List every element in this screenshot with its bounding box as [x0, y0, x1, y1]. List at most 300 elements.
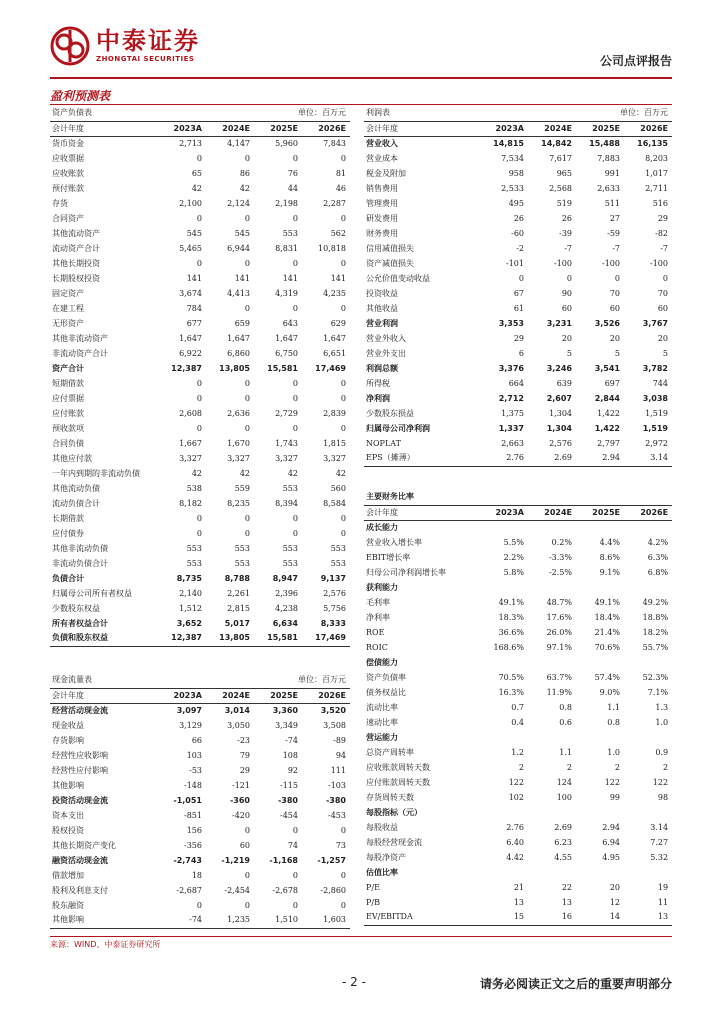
row-value: 965: [556, 168, 572, 178]
row-value: 0: [196, 393, 202, 403]
table-row: [50, 541, 350, 556]
table-row: [50, 913, 350, 928]
row-value: 27: [609, 213, 620, 223]
row-value: 538: [186, 483, 202, 493]
row-label: 归母公司净利润增长率: [366, 567, 446, 577]
row-value: 2,729: [275, 408, 298, 418]
row-label: 其他影响: [52, 780, 84, 790]
row-value: 2.94: [602, 822, 620, 832]
row-value: 2,711: [645, 183, 668, 193]
row-value: 13: [624, 910, 672, 925]
row-value: 3,246: [546, 363, 572, 373]
row-value: 553: [234, 543, 250, 553]
table-row: [364, 151, 672, 166]
row-value: -2,454: [224, 885, 250, 895]
row-value: 5.32: [650, 852, 669, 862]
column-header-year: 2024E: [528, 121, 576, 136]
column-header-year: 2026E: [302, 688, 350, 703]
column-header-year: 2024E: [528, 505, 576, 520]
row-value: 36.6%: [498, 627, 524, 637]
table-unit: 单位：百万元: [298, 108, 346, 118]
table-row: [50, 196, 350, 211]
row-label: 归属母公司净利润: [366, 423, 430, 433]
row-value: 17,469: [302, 631, 350, 646]
table-row: [50, 181, 350, 196]
row-value: 60: [561, 303, 572, 313]
row-value: 16.3%: [498, 687, 524, 697]
table-row: [50, 526, 350, 541]
row-value: 17,469: [315, 363, 346, 373]
row-value: 49.2%: [642, 597, 669, 607]
row-label: 货币资金: [52, 138, 84, 148]
row-value: 0: [196, 900, 202, 910]
row-value: 70.5%: [498, 672, 524, 682]
row-value: 3,526: [594, 318, 620, 328]
row-value: 8,584: [323, 498, 346, 508]
column-header-year: 2023A: [480, 505, 528, 520]
row-value: 0: [196, 258, 202, 268]
row-value: 1,510: [254, 913, 302, 928]
row-value: 6.3%: [647, 552, 669, 562]
column-header-year: 2023A: [158, 121, 206, 136]
row-label: 其他长期投资: [52, 258, 100, 268]
table-unit: 单位：百万元: [620, 108, 668, 118]
table-row: [364, 451, 672, 466]
row-value: 12,387: [158, 631, 206, 646]
row-value: 141: [282, 273, 298, 283]
column-header-year: 2026E: [624, 505, 672, 520]
row-value: 124: [556, 777, 572, 787]
table-row: [364, 700, 672, 715]
table-row: [50, 271, 350, 286]
table-row: [364, 565, 672, 580]
table-row: [50, 166, 350, 181]
row-label: 少数股东权益: [52, 603, 100, 613]
row-label: 其他非流动资产: [52, 333, 108, 343]
row-value: 545: [186, 228, 202, 238]
row-label: 债务权益比: [366, 687, 406, 697]
row-value: 60: [609, 303, 620, 313]
row-value: 13: [561, 897, 572, 907]
row-value: 562: [330, 228, 346, 238]
row-label: 存货: [52, 198, 68, 208]
row-value: -74: [285, 735, 298, 745]
row-value: -2.5%: [548, 567, 572, 577]
row-value: 1.0: [607, 747, 620, 757]
row-label: 财务费用: [366, 228, 398, 238]
row-value: 639: [556, 378, 572, 388]
column-header-year: 2024E: [206, 688, 254, 703]
table-row: [50, 748, 350, 763]
page-number: - 2 -: [342, 975, 366, 989]
row-value: 1,422: [597, 408, 620, 418]
row-label: 每股指标（元）: [366, 807, 422, 817]
row-value: 16: [528, 910, 576, 925]
row-value: 2.76: [506, 822, 524, 832]
row-label: 股东融资: [52, 900, 84, 910]
row-value: 22: [561, 882, 572, 892]
row-value: 2,124: [227, 198, 250, 208]
row-value: 4,413: [227, 288, 250, 298]
row-value: 63.7%: [546, 672, 572, 682]
row-value: 5: [614, 348, 620, 358]
row-value: 0: [196, 513, 202, 523]
row-label: 投资活动现金流: [52, 795, 108, 805]
row-value: -2,687: [176, 885, 202, 895]
row-label: 营业利润: [366, 318, 398, 328]
table-row: [50, 718, 350, 733]
row-label: 应付债券: [52, 528, 84, 538]
row-value: 2,568: [549, 183, 572, 193]
row-value: [576, 865, 624, 880]
table-row: [364, 406, 672, 421]
row-label: 信用减值损失: [366, 243, 414, 253]
row-value: 18.3%: [498, 612, 524, 622]
row-value: 3,327: [323, 453, 346, 463]
row-value: -100: [602, 258, 620, 268]
row-value: -2: [516, 243, 524, 253]
row-value: 677: [186, 318, 202, 328]
row-label: 销售费用: [366, 183, 398, 193]
row-value: 67: [513, 288, 524, 298]
row-value: -121: [232, 780, 250, 790]
row-label: 应付账款周转天数: [366, 777, 430, 787]
table-row: [364, 535, 672, 550]
row-value: 0: [244, 900, 250, 910]
row-value: -60: [511, 228, 524, 238]
row-value: 1,017: [645, 168, 668, 178]
row-value: 26: [561, 213, 572, 223]
column-header-year: 2024E: [206, 121, 254, 136]
row-value: 0: [244, 258, 250, 268]
table-row: [364, 256, 672, 271]
table-row: [364, 610, 672, 625]
row-value: 516: [652, 198, 668, 208]
table-row: [364, 670, 672, 685]
row-value: 8,394: [275, 498, 298, 508]
row-value: 61: [513, 303, 524, 313]
row-label: 存货影响: [52, 735, 84, 745]
row-value: 4,238: [275, 603, 298, 613]
row-label: 净利率: [366, 612, 390, 622]
row-value: 1.1: [607, 702, 620, 712]
row-value: 2: [566, 762, 572, 772]
row-label: P/E: [366, 882, 380, 892]
table-row: [364, 820, 672, 835]
row-value: 3,097: [176, 705, 202, 715]
row-value: 958: [508, 168, 524, 178]
column-header-year: 2026E: [624, 121, 672, 136]
row-value: 0: [340, 303, 346, 313]
column-header-year: 2026E: [302, 121, 350, 136]
row-value: 8,203: [645, 153, 668, 163]
row-value: 3,652: [176, 618, 202, 628]
row-value: 0: [244, 870, 250, 880]
table-row: [364, 520, 672, 535]
row-value: 6,634: [272, 618, 298, 628]
row-value: 0: [196, 528, 202, 538]
row-label: 短期借款: [52, 378, 84, 388]
row-label: 营业外收入: [366, 333, 406, 343]
row-label: 流动资产合计: [52, 243, 100, 253]
row-label: 营业外支出: [366, 348, 406, 358]
row-label: 管理费用: [366, 198, 398, 208]
table-row: [50, 301, 350, 316]
row-value: 1,647: [323, 333, 346, 343]
row-value: [576, 520, 624, 535]
table-row: [50, 763, 350, 778]
table-row: [364, 895, 672, 910]
row-value: 13,805: [206, 631, 254, 646]
row-value: 70.6%: [594, 642, 620, 652]
row-value: 7.27: [650, 837, 669, 847]
table-title-row: [50, 673, 350, 688]
row-value: 19: [657, 882, 669, 892]
cash-flow-table: [50, 673, 350, 929]
row-label: 经营性应付影响: [52, 765, 108, 775]
row-value: 3.14: [650, 822, 669, 832]
row-value: 9,137: [320, 573, 346, 583]
row-value: 3,360: [272, 705, 298, 715]
table-row: [364, 391, 672, 406]
table-header-row: [50, 688, 350, 703]
row-value: 29: [239, 765, 250, 775]
row-value: 9.1%: [599, 567, 620, 577]
row-value: 42: [287, 468, 298, 478]
row-value: -380: [277, 795, 298, 805]
row-label: 流动负债合计: [52, 498, 100, 508]
row-value: 57.4%: [594, 672, 620, 682]
row-label: 资产减值损失: [366, 258, 414, 268]
row-label: 估值比率: [366, 867, 398, 877]
row-value: 697: [604, 378, 620, 388]
row-label: 投资收益: [366, 288, 398, 298]
row-value: 0: [244, 393, 250, 403]
row-value: 5: [566, 348, 572, 358]
row-label: 股利及利息支付: [52, 885, 108, 895]
row-value: 1.3: [655, 702, 669, 712]
row-label: 营业收入: [366, 138, 398, 148]
row-value: 0: [244, 303, 250, 313]
row-label: 合同资产: [52, 213, 84, 223]
row-value: -1,051: [173, 795, 202, 805]
row-label: 其他流动负债: [52, 483, 100, 493]
row-label: 每股收益: [366, 822, 398, 832]
row-value: 0: [292, 393, 298, 403]
column-header-year: 2025E: [576, 121, 624, 136]
company-logo: [50, 26, 200, 66]
row-value: 11: [657, 897, 669, 907]
table-row: [50, 316, 350, 331]
row-value: 0: [340, 825, 346, 835]
table-title: 主要财务比率: [366, 492, 414, 502]
row-value: 0: [292, 528, 298, 538]
row-value: 4.95: [602, 852, 620, 862]
header-divider: [50, 77, 672, 79]
row-value: 111: [330, 765, 346, 775]
row-value: 0: [244, 378, 250, 388]
row-value: 7,617: [549, 153, 572, 163]
table-row: [50, 151, 350, 166]
row-value: 10,818: [318, 243, 346, 253]
row-value: 2,797: [597, 438, 620, 448]
row-value: 0: [244, 423, 250, 433]
row-value: 122: [604, 777, 620, 787]
row-value: 744: [652, 378, 668, 388]
row-value: -7: [660, 243, 668, 253]
row-value: 1,422: [594, 423, 620, 433]
row-value: 0: [292, 213, 298, 223]
row-value: [624, 655, 672, 670]
row-value: -356: [184, 840, 202, 850]
row-value: [528, 865, 576, 880]
row-value: 0: [196, 378, 202, 388]
row-value: 0: [244, 825, 250, 835]
row-value: 0: [662, 273, 668, 283]
row-label: 其他收益: [366, 303, 398, 313]
row-label: 营业成本: [366, 153, 398, 163]
row-value: 26.0%: [546, 627, 572, 637]
row-value: 122: [652, 777, 669, 787]
row-value: 18.8%: [642, 612, 669, 622]
row-label: EPS（摊薄）: [364, 451, 480, 466]
table-row: [50, 391, 350, 406]
row-value: 2.69: [554, 822, 572, 832]
row-value: -74: [158, 913, 206, 928]
row-value: -1,219: [221, 855, 250, 865]
row-value: 52.3%: [642, 672, 669, 682]
row-value: 560: [330, 483, 346, 493]
row-value: 8,947: [272, 573, 298, 583]
row-value: 141: [186, 273, 202, 283]
income-statement-table: [364, 106, 672, 467]
table-row: [364, 136, 672, 151]
row-value: 6.23: [554, 837, 572, 847]
row-label: 负债和股东权益: [50, 631, 158, 646]
row-value: 66: [191, 735, 202, 745]
row-value: 4.55: [554, 852, 572, 862]
row-value: 46: [335, 183, 346, 193]
row-value: 0: [292, 423, 298, 433]
row-value: 94: [335, 750, 346, 760]
row-value: -851: [184, 810, 202, 820]
row-value: -1,168: [269, 855, 298, 865]
row-value: 70: [657, 288, 668, 298]
report-type: 公司点评报告: [599, 54, 672, 68]
row-value: 18.4%: [594, 612, 620, 622]
row-label: 应收账款周转天数: [366, 762, 430, 772]
row-value: 6,750: [275, 348, 298, 358]
row-value: 3,038: [642, 393, 668, 403]
column-header-label: 会计年度: [364, 121, 480, 136]
row-value: 122: [508, 777, 524, 787]
row-value: 2.2%: [503, 552, 524, 562]
row-value: 2,607: [546, 393, 572, 403]
row-label: 预收款项: [52, 423, 84, 433]
row-value: [480, 655, 528, 670]
row-value: 42: [191, 468, 202, 478]
row-value: 553: [282, 483, 298, 493]
row-value: 0: [244, 213, 250, 223]
row-value: 0: [614, 273, 620, 283]
row-value: 6,651: [323, 348, 346, 358]
table-unit: 单位：百万元: [298, 675, 346, 685]
row-value: 2.94: [576, 451, 624, 466]
row-value: 141: [234, 273, 250, 283]
row-value: 1,743: [275, 438, 298, 448]
row-value: 2,608: [179, 408, 202, 418]
table-row: [50, 496, 350, 511]
zhongtai-logo-icon: [50, 26, 90, 66]
row-value: 545: [234, 228, 250, 238]
row-value: 2,576: [549, 438, 572, 448]
table-row: [50, 868, 350, 883]
row-label: 获利能力: [366, 582, 398, 592]
row-value: [528, 655, 576, 670]
row-label: 其他流动资产: [52, 228, 100, 238]
row-value: 42: [239, 183, 250, 193]
row-value: 8,235: [227, 498, 250, 508]
row-value: -2,678: [272, 885, 298, 895]
row-value: 2,100: [179, 198, 202, 208]
row-value: 21: [513, 882, 524, 892]
row-value: 6.8%: [647, 567, 669, 577]
row-label: 借款增加: [52, 870, 84, 880]
row-value: 6,922: [179, 348, 202, 358]
table-row: [364, 166, 672, 181]
row-label: 股权投资: [52, 825, 84, 835]
table-row: [364, 760, 672, 775]
table-row: [50, 256, 350, 271]
table-row: [50, 241, 350, 256]
table-row: [50, 466, 350, 481]
row-value: 3.14: [624, 451, 672, 466]
table-row: [50, 346, 350, 361]
row-value: 659: [234, 318, 250, 328]
row-label: 融资活动现金流: [52, 855, 108, 865]
row-value: -103: [328, 780, 346, 790]
row-value: 1,375: [501, 408, 524, 418]
row-value: -2,743: [173, 855, 202, 865]
row-value: -1,257: [317, 855, 346, 865]
row-value: 6,944: [227, 243, 250, 253]
row-value: 20: [609, 882, 620, 892]
row-label: 少数股东损益: [366, 408, 414, 418]
balance-sheet-table: [50, 106, 350, 647]
row-value: 0: [340, 423, 346, 433]
row-value: 1,647: [179, 333, 202, 343]
table-row: [50, 733, 350, 748]
row-value: 2,663: [501, 438, 524, 448]
row-value: 991: [604, 168, 620, 178]
row-value: -360: [229, 795, 250, 805]
row-value: -2,860: [320, 885, 346, 895]
row-value: 0: [244, 528, 250, 538]
row-value: 29: [657, 213, 668, 223]
table-row: [364, 625, 672, 640]
row-value: 2,636: [227, 408, 250, 418]
row-label: 固定资产: [52, 288, 84, 298]
row-value: 3,327: [275, 453, 298, 463]
row-value: 15: [480, 910, 528, 925]
table-row: [364, 286, 672, 301]
table-row: [50, 211, 350, 226]
row-value: -59: [607, 228, 620, 238]
table-title-row: [364, 490, 672, 505]
row-value: 2,972: [645, 438, 668, 448]
row-value: 3,327: [227, 453, 250, 463]
table-row: [50, 136, 350, 151]
